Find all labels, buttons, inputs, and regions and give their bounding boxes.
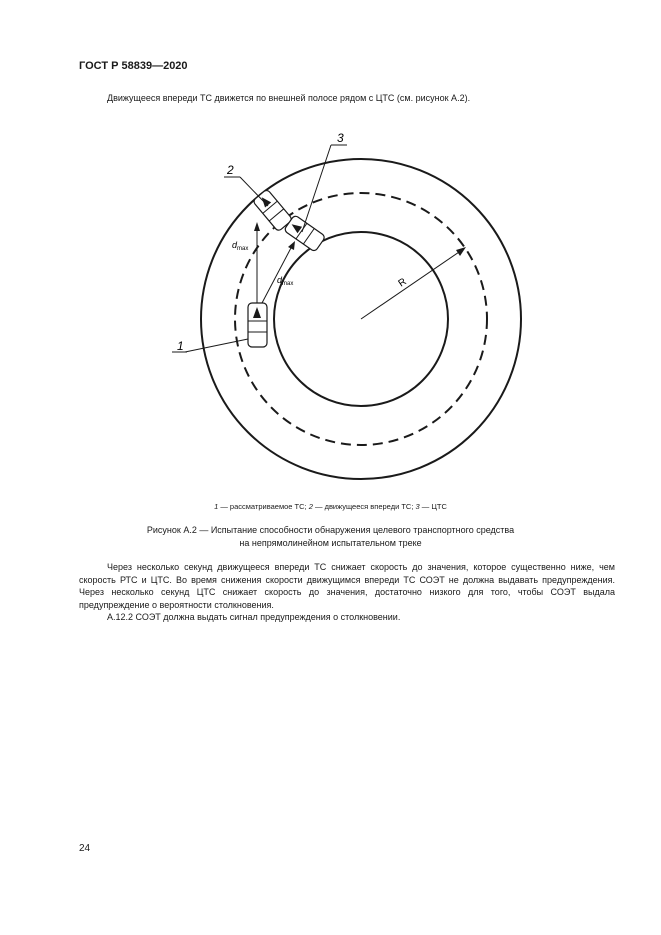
- item-number-2: 2: [227, 163, 234, 177]
- figure-legend: 1 — рассматриваемое ТС; 2 — движущееся впереди ТС; 3 — ЦТС: [214, 502, 447, 511]
- item-number-3: 3: [337, 131, 344, 145]
- document-header: ГОСТ Р 58839—2020: [79, 60, 188, 72]
- paragraph-2: А.12.2 СОЭТ должна выдать сигнал предупреждения о столкновении.: [107, 612, 401, 622]
- caption-line-2: на непрямолинейном испытательном треке: [239, 538, 422, 548]
- page-number: 24: [79, 843, 91, 854]
- dmax-label-2: $d_{max}$: [232, 240, 249, 252]
- paragraph-1: Через несколько секунд движущееся впереди ТС снижает скорость до значения, которое существенно ниже, чем скорость РТС и ЦТС. Во время снижения скорости движущимся впереди ТС СОЭТ не должна выдавать предупреждения. Через несколько секунд ЦТС снижает скорость до значения, достаточно низкого для того, чтобы СОЭТ выдала предупреждение о вероятности столкновения.: [79, 562, 615, 610]
- dmax-arrowhead-3: [288, 241, 295, 250]
- item-number-1: 1: [177, 339, 184, 353]
- radius-arrowhead: [456, 247, 466, 256]
- leader-line-3: [302, 145, 331, 232]
- figure-caption: [0, 524, 661, 550]
- dmax-label-3: $d_{max}$: [277, 275, 294, 287]
- radius-label: R: [396, 276, 409, 290]
- vehicle-1-subject: [248, 303, 267, 347]
- figure-track-diagram: [0, 120, 661, 500]
- dmax-arrowhead-2: [254, 222, 260, 231]
- body-text: [79, 561, 615, 624]
- caption-line-1: Рисунок А.2 — Испытание способности обнаружения целевого транспортного средства: [146, 525, 515, 535]
- intro-text: Движущееся впереди ТС движется по внешней полосе рядом с ЦТС (см. рисунок А.2).: [107, 93, 471, 103]
